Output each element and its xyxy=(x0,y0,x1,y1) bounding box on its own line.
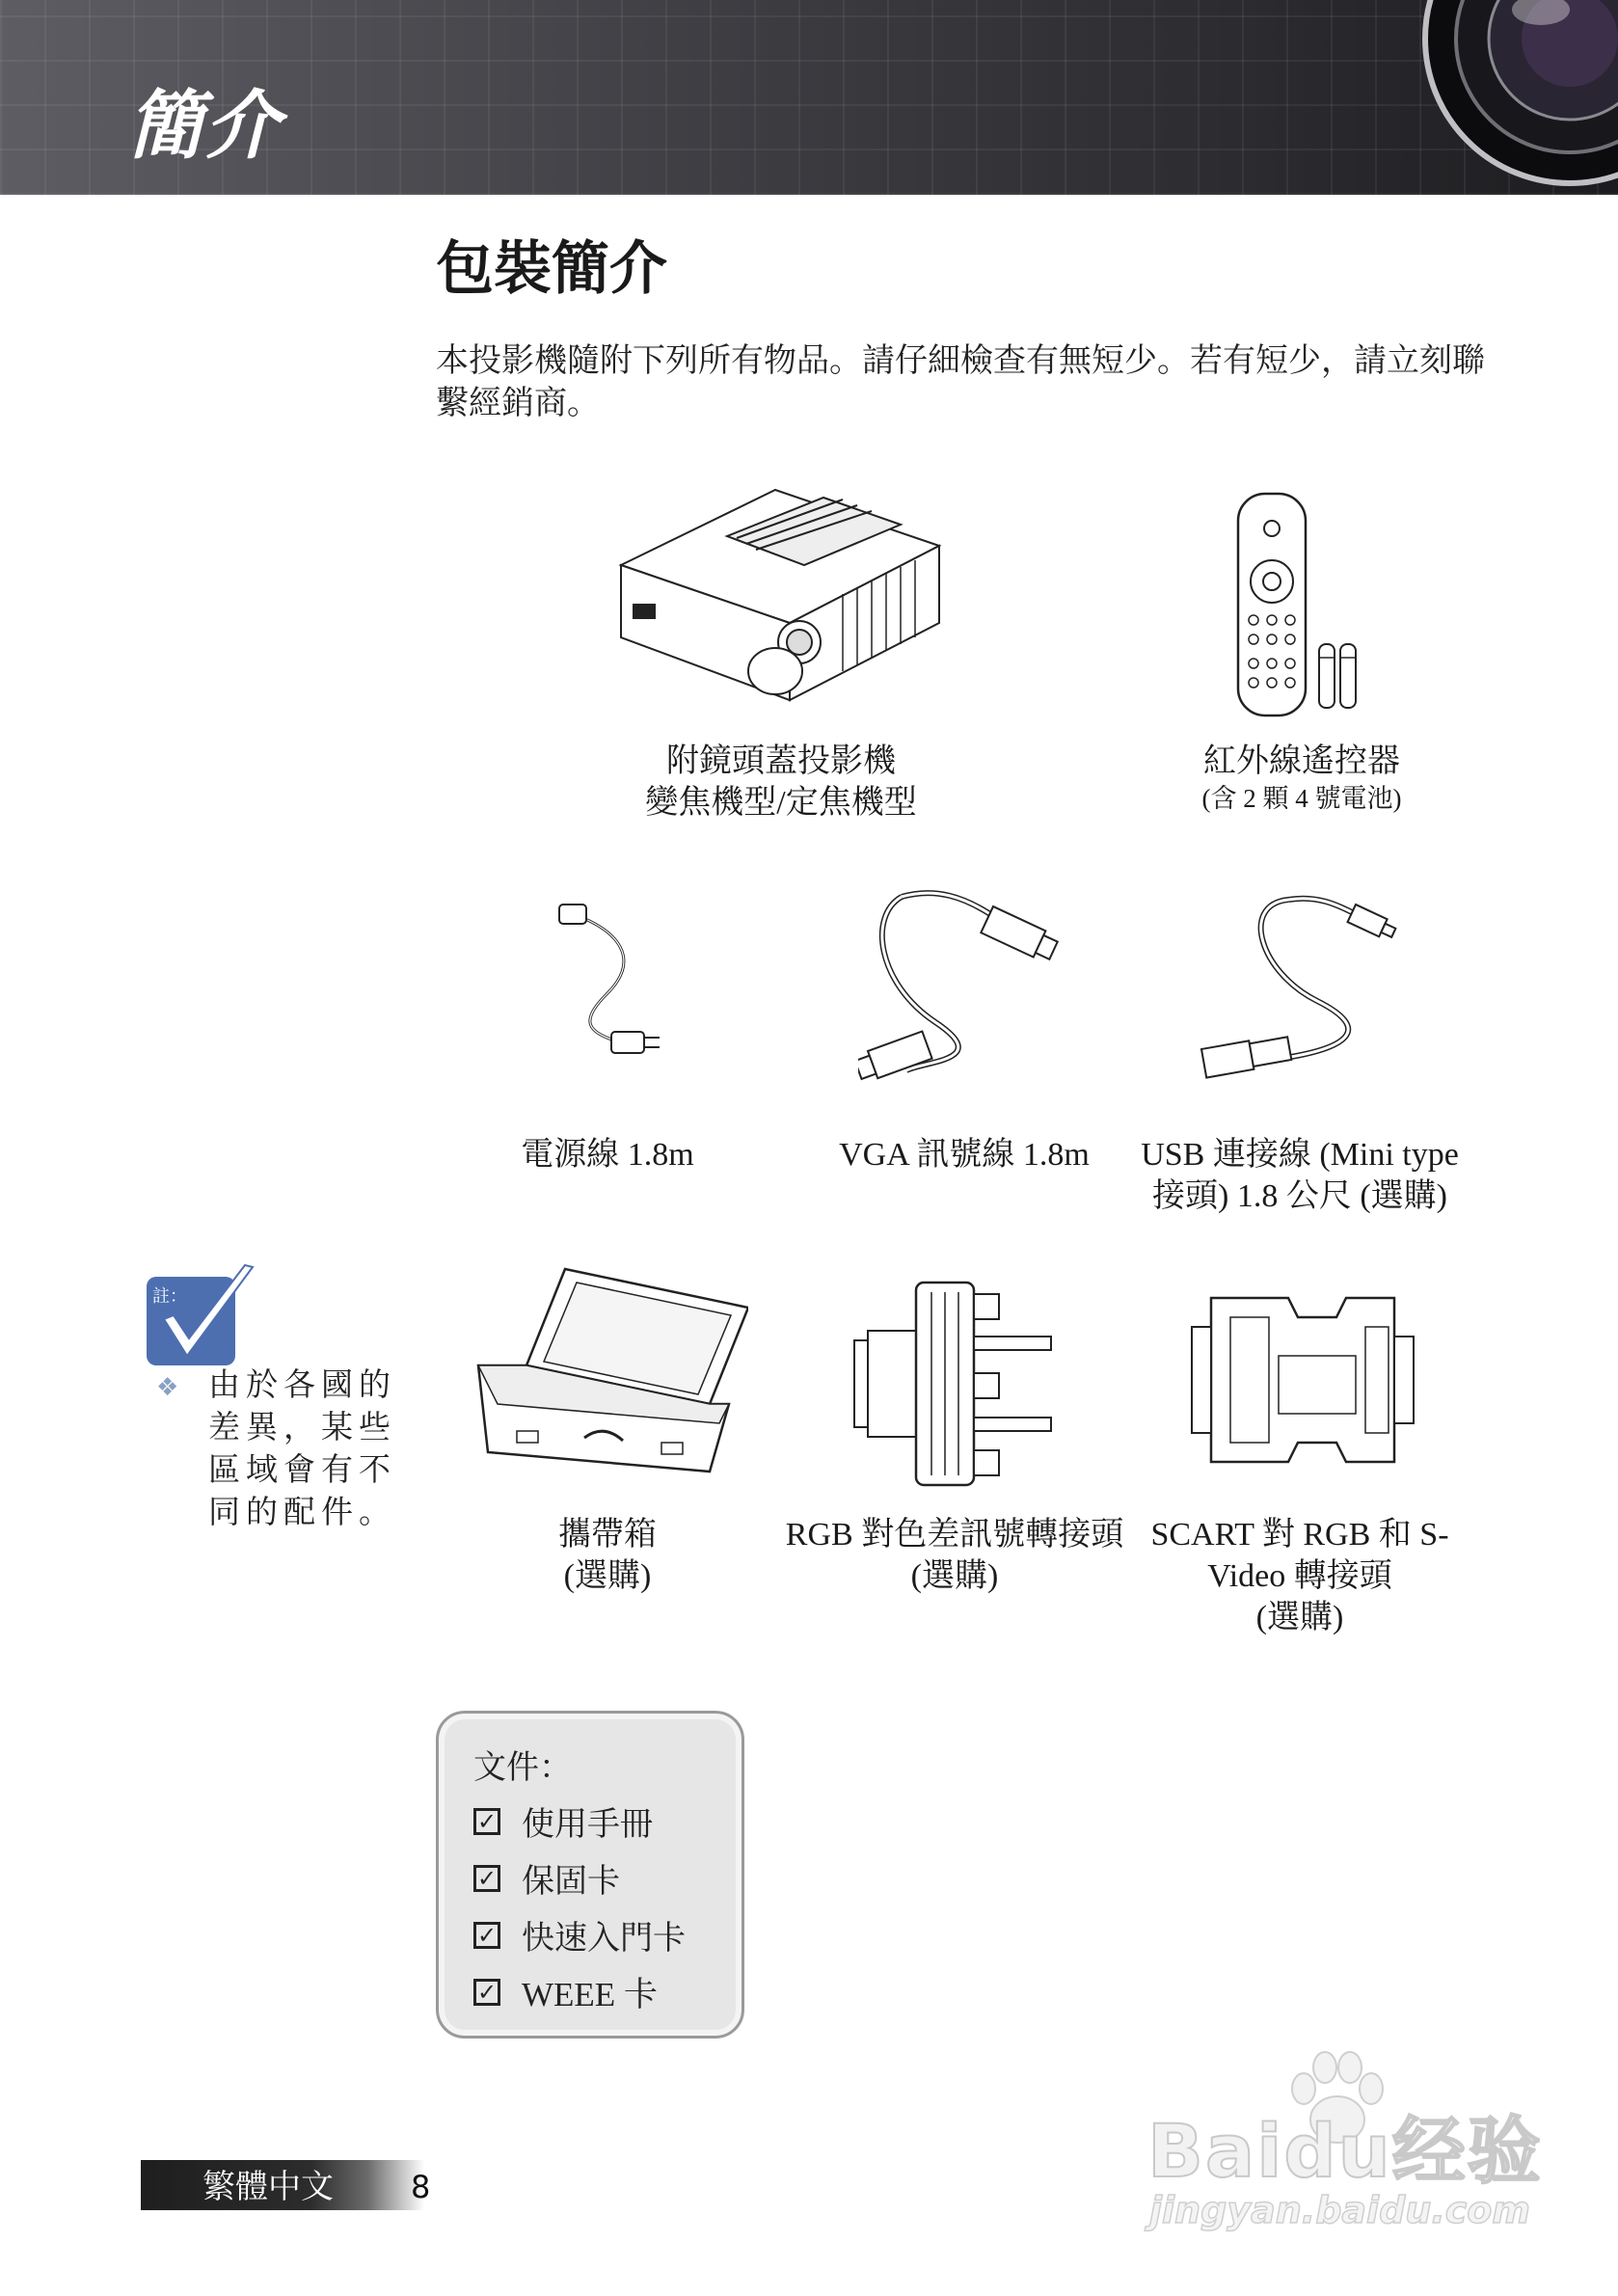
item-label-rgb-adapter: RGB 對色差訊號轉接頭 (選購) xyxy=(785,1517,1124,1594)
item-label-power-cord: 電源線 1.8m xyxy=(521,1137,694,1173)
watermark-logo: Baidu经验 xyxy=(1147,2108,1543,2194)
documents-list xyxy=(473,1793,686,2020)
item-label-carrying-case: 攜帶箱 (選購) xyxy=(558,1517,657,1594)
remote-control-icon xyxy=(1225,490,1369,721)
item-label-remote: 紅外線遙控器 (含 2 顆 4 號電池) xyxy=(1201,743,1402,813)
documents-box xyxy=(436,1711,744,2039)
rgb-adapter-icon xyxy=(849,1273,1061,1495)
item-label-usb-cable: USB 連接線 (Mini type 接頭) 1.8 公尺 (選購) xyxy=(1141,1137,1459,1214)
checked-box-icon: ✓ xyxy=(473,1979,500,2006)
projector-icon xyxy=(611,478,949,710)
page-number: 8 xyxy=(411,2169,431,2205)
chapter-title: 簡介 xyxy=(127,83,283,170)
item-label-projector: 附鏡頭蓋投影機 變焦機型/定焦機型 xyxy=(645,743,917,821)
note-bullet-icon: ❖ xyxy=(156,1373,179,1402)
section-title: 包裝簡介 xyxy=(436,235,667,303)
documents-title: 文件： xyxy=(473,1748,572,1787)
carrying-case-icon xyxy=(469,1259,748,1481)
footer-language: 繁體中文 xyxy=(202,2168,334,2206)
note-icon-label: 註： xyxy=(152,1286,187,1307)
watermark-url: jingyan.baidu.com xyxy=(1149,2189,1530,2231)
usb-cable-icon xyxy=(1182,876,1423,1088)
lens-icon xyxy=(1387,0,1618,195)
note-check-icon xyxy=(145,1263,260,1379)
list-item: ✓ WEEE 卡 xyxy=(473,1963,686,2020)
item-label-vga-cable: VGA 訊號線 1.8m xyxy=(839,1137,1090,1173)
checked-box-icon: ✓ xyxy=(473,1865,500,1892)
checked-box-icon: ✓ xyxy=(473,1808,500,1835)
list-item: ✓ 使用手冊 xyxy=(473,1793,686,1850)
checked-box-icon: ✓ xyxy=(473,1922,500,1949)
item-label-scart-adapter: SCART 對 RGB 和 S-Video 轉接頭 (選購) xyxy=(1150,1517,1449,1635)
power-cord-icon xyxy=(550,897,675,1061)
intro-paragraph: 本投影機隨附下列所有物品。請仔細檢查有無短少。若有短少，請立刻聯繫經銷商。 xyxy=(436,341,1485,422)
list-item: ✓ 快速入門卡 xyxy=(473,1906,686,1963)
list-item: ✓ 保固卡 xyxy=(473,1850,686,1906)
header-banner xyxy=(0,0,1618,195)
scart-adapter-icon xyxy=(1182,1288,1423,1472)
vga-cable-icon xyxy=(858,878,1070,1090)
note-text: 由於各國的差異，某些區域會有不同的配件。 xyxy=(208,1365,396,1530)
